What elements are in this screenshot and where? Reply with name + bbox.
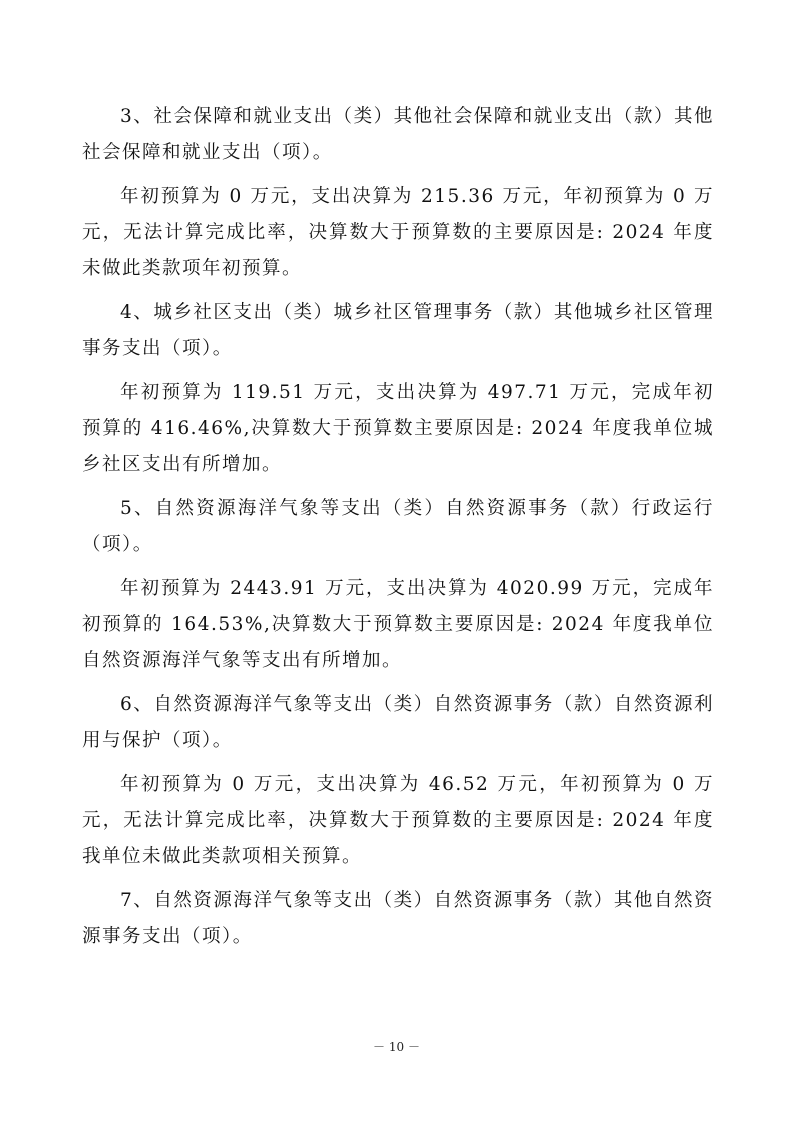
paragraph-item-5-heading: 5、自然资源海洋气象等支出（类）自然资源事务（款）行政运行（项）。 xyxy=(82,498,714,555)
paragraph-item-4-heading: 4、城乡社区支出（类）城乡社区管理事务（款）其他城乡社区管理事务支出（项）。 xyxy=(82,302,714,359)
paragraph-item-6-heading: 6、自然资源海洋气象等支出（类）自然资源事务（款）自然资源利用与保护（项）。 xyxy=(82,694,714,751)
document-body xyxy=(82,99,714,963)
paragraph-item-3-detail: 年初预算为 0 万元，支出决算为 215.36 万元，年初预算为 0 万元，无法计算完成比率，决算数大于预算数的主要原因是: 2024 年度未做此类款项年初预算。 xyxy=(82,186,714,279)
page-number: － 10 － xyxy=(373,1040,420,1054)
paragraph-item-7-heading: 7、自然资源海洋气象等支出（类）自然资源事务（款）其他自然资源事务支出（项）。 xyxy=(82,890,714,947)
paragraph-item-6-detail: 年初预算为 0 万元，支出决算为 46.52 万元，年初预算为 0 万元，无法计算完成比率，决算数大于预算数的主要原因是: 2024 年度我单位未做此类款项相关预算。 xyxy=(82,774,714,867)
paragraph-item-5-detail: 年初预算为 2443.91 万元，支出决算为 4020.99 万元，完成年初预算的 164.53%,决算数大于预算数主要原因是: 2024 年度我单位自然资源海洋气象等支出有所增加。 xyxy=(82,578,714,671)
paragraph-item-3-heading: 3、社会保障和就业支出（类）其他社会保障和就业支出（款）其他社会保障和就业支出（项）。 xyxy=(82,106,714,163)
paragraph-item-4-detail: 年初预算为 119.51 万元，支出决算为 497.71 万元，完成年初预算的 416.46%,决算数大于预算数主要原因是: 2024 年度我单位城乡社区支出有所增加。 xyxy=(82,382,714,475)
